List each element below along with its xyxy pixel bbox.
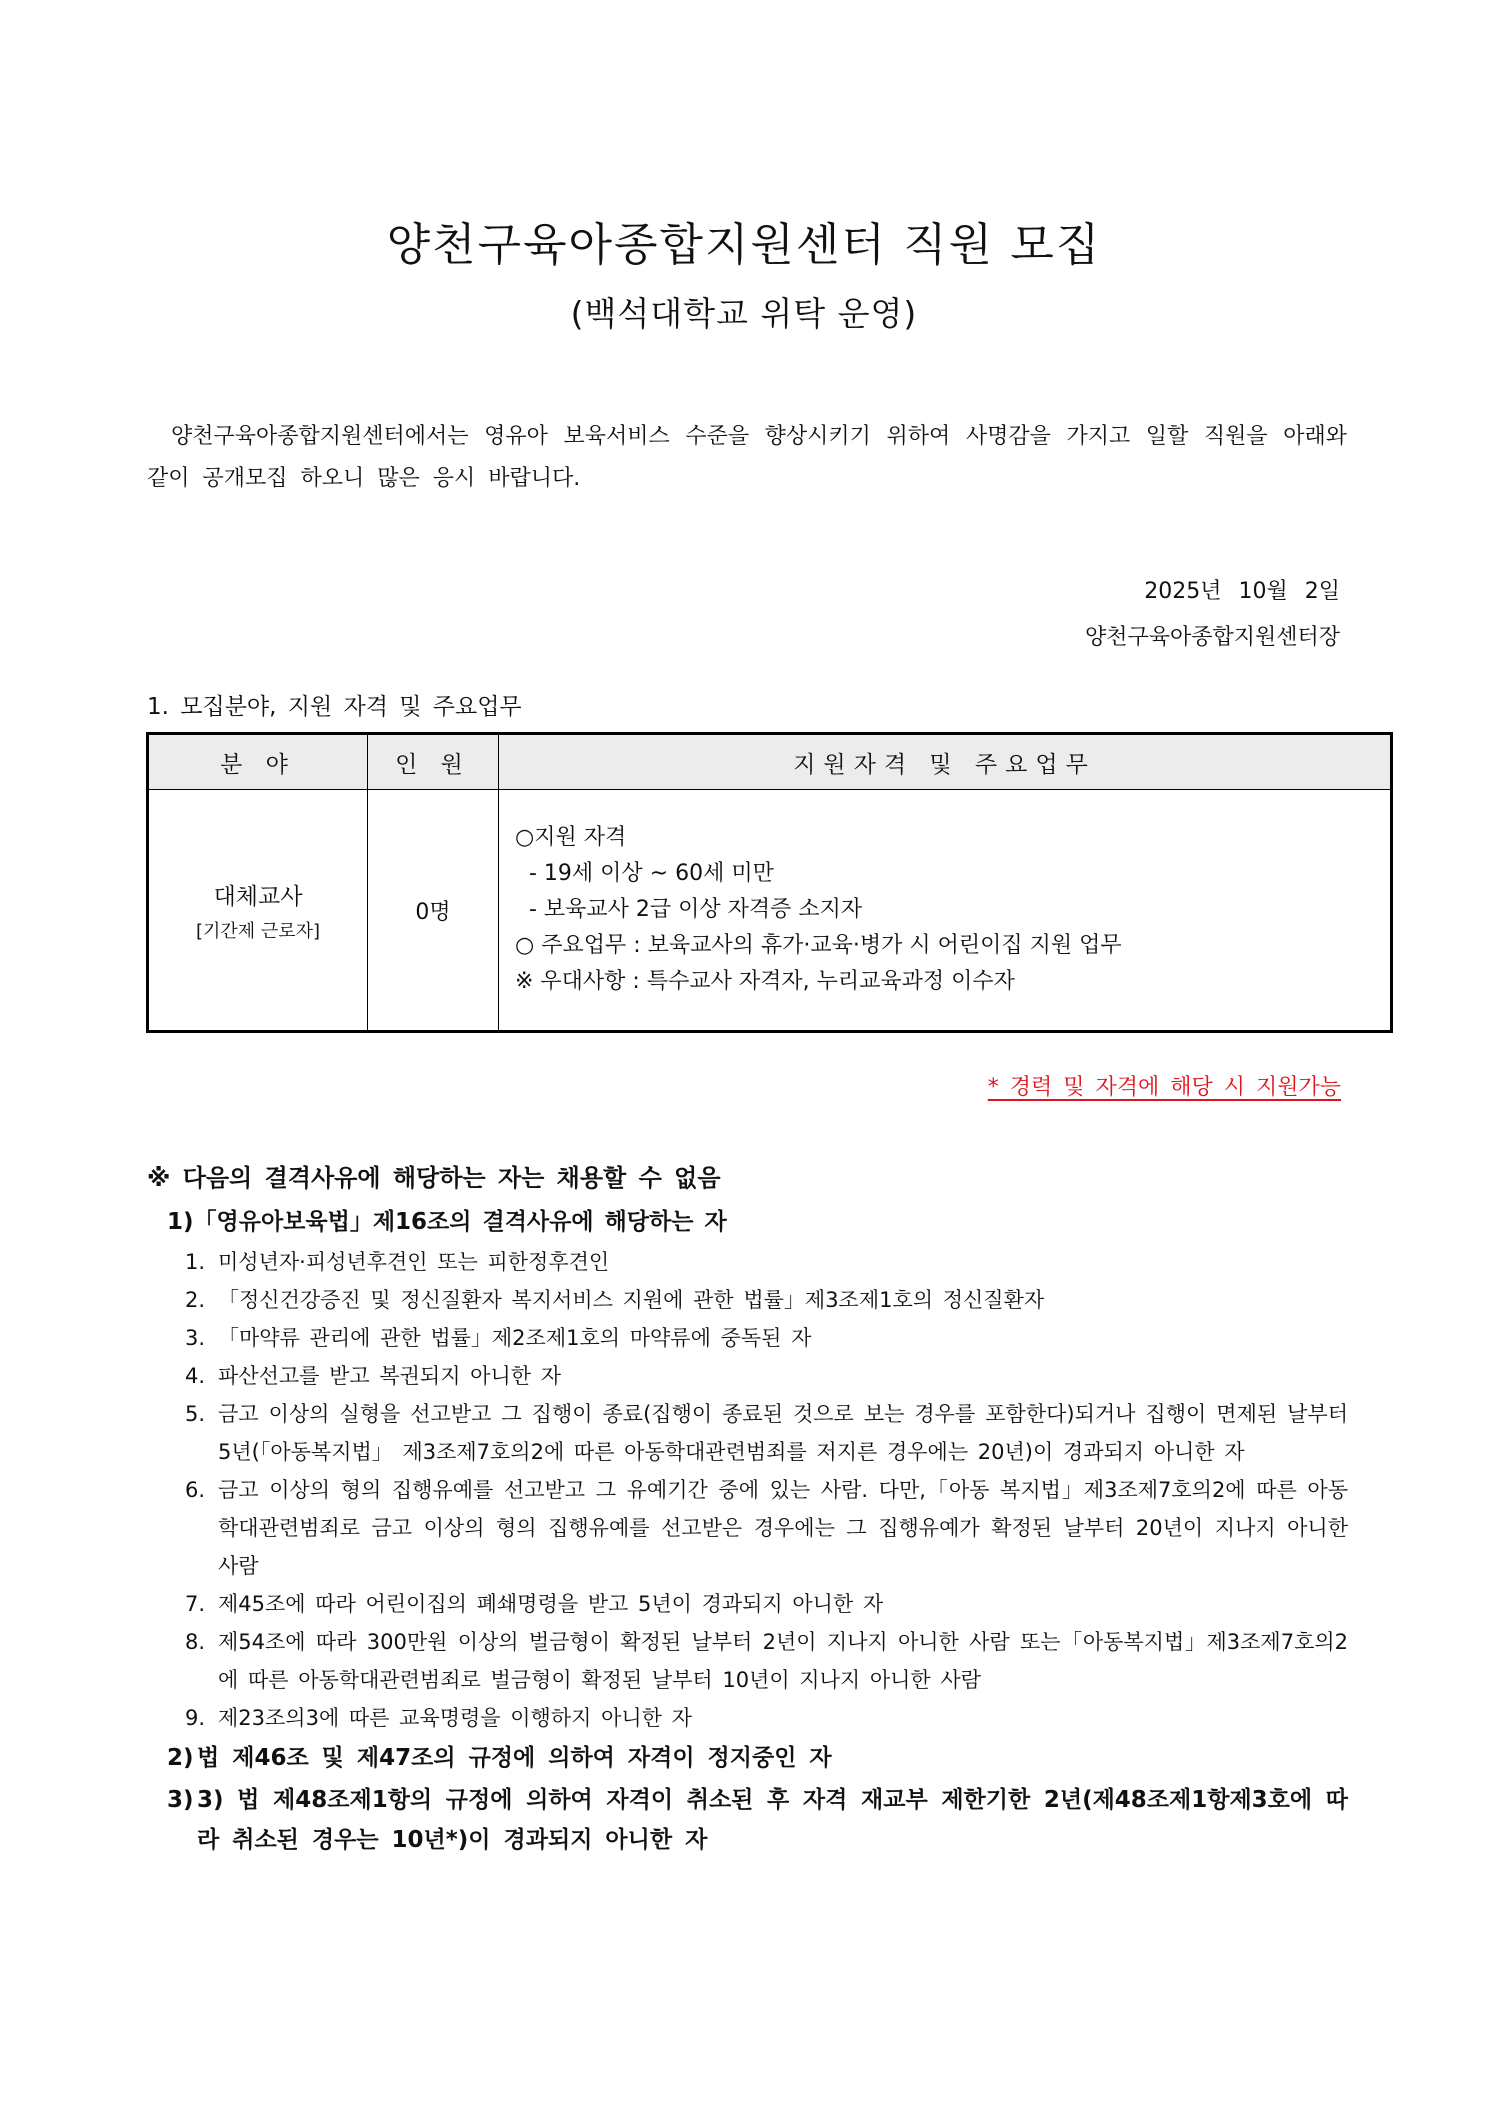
list-item bbox=[185, 1623, 1348, 1699]
qual-line: - 보육교사 2급 이상 자격증 소지자 bbox=[515, 897, 863, 922]
list-number: 1. bbox=[185, 1250, 206, 1274]
list-text: 제54조에 따라 300만원 이상의 벌금형이 확정된 날부터 2년이 지나지 아니한 사람 또는「아동복지법」제3조제7호의2에 따른 아동학대관련범죄로 벌금형이 확정된 날부터 10년이 지나지 아니한 사람 bbox=[218, 1630, 1348, 1692]
page-title: 양천구육아종합지원센터 직원 모집 bbox=[386, 218, 1102, 271]
qual-line: - 19세 이상 ~ 60세 미만 bbox=[515, 861, 774, 886]
list-item bbox=[185, 1281, 1348, 1319]
intro-paragraph: 양천구육아종합지원센터에서는 영유아 보육서비스 수준을 향상시키기 위하여 사명감을 가지고 일할 직원을 아래와 같이 공개모집 하오니 많은 응시 바랍니다. bbox=[147, 424, 1348, 491]
list-item bbox=[185, 1471, 1348, 1585]
item-number: 2) bbox=[167, 1745, 194, 1771]
page-subtitle: (백석대학교 위탁 운영) bbox=[570, 294, 918, 333]
notice-date: 2025년 10월 2일 bbox=[1144, 579, 1340, 604]
field-type: [기간제 근로자] bbox=[195, 921, 321, 942]
list-text: 제23조의3에 따른 교육명령을 이행하지 아니한 자 bbox=[218, 1706, 692, 1730]
exclusion-item-2 bbox=[167, 1738, 1348, 1778]
list-item bbox=[185, 1357, 1348, 1395]
list-text: 금고 이상의 실형을 선고받고 그 집행이 종료(집행이 종료된 것으로 보는 경우를 포함한다)되거나 집행이 면제된 날부터 5년(「아동복지법」 제3조제7호의2에 따른 아동학대관련범죄를 저지른 경우에는 20년)이 경과되지 아니한 자 bbox=[218, 1402, 1348, 1464]
list-item bbox=[185, 1699, 1348, 1737]
list-number: 4. bbox=[185, 1364, 206, 1388]
list-text: 금고 이상의 형의 집행유예를 선고받고 그 유예기간 중에 있는 사람. 다만,「아동 복지법」제3조제7호의2에 따른 아동학대관련범죄로 금고 이상의 형의 집행유예를 선고받은 경우에는 그 집행유예가 확정된 날부터 20년이 지나지 아니한 사람 bbox=[218, 1478, 1348, 1578]
exclusion-subheading: 1)「영유아보육법」제16조의 결격사유에 해당하는 자 bbox=[167, 1209, 727, 1235]
recruitment-table bbox=[146, 732, 1393, 1033]
header-count: 인 원 bbox=[368, 734, 499, 790]
issuer-name: 양천구육아종합지원센터장 bbox=[1084, 625, 1340, 650]
list-number: 7. bbox=[185, 1592, 206, 1616]
exclusion-heading: ※ 다음의 결격사유에 해당하는 자는 채용할 수 없음 bbox=[147, 1164, 721, 1192]
item-number: 3) bbox=[167, 1787, 194, 1813]
list-text: 「정신건강증진 및 정신질환자 복지서비스 지원에 관한 법률」제3조제1호의 정신질환자 bbox=[218, 1288, 1045, 1312]
count-cell: 0명 bbox=[368, 790, 499, 1032]
list-number: 6. bbox=[185, 1478, 206, 1502]
list-item bbox=[185, 1243, 1348, 1281]
table-row bbox=[148, 790, 1392, 1032]
qual-line: ※ 우대사항 : 특수교사 자격자, 누리교육과정 이수자 bbox=[515, 969, 1015, 994]
qual-line: ○ 주요업무 : 보육교사의 휴가·교육·병가 시 어린이집 지원 업무 bbox=[515, 933, 1122, 958]
section-title: 1. 모집분야, 지원 자격 및 주요업무 bbox=[147, 694, 522, 720]
item-text: 법 제46조 및 제47조의 규정에 의하여 자격이 정지중인 자 bbox=[197, 1745, 832, 1771]
exclusion-item-3 bbox=[167, 1780, 1348, 1860]
list-item bbox=[185, 1585, 1348, 1623]
qualifications-cell bbox=[499, 790, 1392, 1032]
list-number: 8. bbox=[185, 1630, 206, 1654]
list-number: 9. bbox=[185, 1706, 206, 1730]
eligibility-note: * 경력 및 자격에 해당 시 지원가능 bbox=[987, 1075, 1341, 1100]
table-header-row bbox=[148, 734, 1392, 790]
list-number: 2. bbox=[185, 1288, 206, 1312]
field-name: 대체교사 bbox=[213, 884, 303, 910]
list-item bbox=[185, 1319, 1348, 1357]
item-text: 3) 법 제48조제1항의 규정에 의하여 자격이 취소된 후 자격 재교부 제한기한 2년(제48조제1항제3호에 따라 취소된 경우는 10년*)이 경과되지 아니한 자 bbox=[197, 1787, 1348, 1853]
list-text: 「마약류 관리에 관한 법률」제2조제1호의 마약류에 중독된 자 bbox=[218, 1326, 812, 1350]
header-field: 분 야 bbox=[148, 734, 368, 790]
field-cell bbox=[148, 790, 368, 1032]
list-text: 미성년자·피성년후견인 또는 피한정후견인 bbox=[218, 1250, 610, 1274]
list-item bbox=[185, 1395, 1348, 1471]
list-text: 파산선고를 받고 복권되지 아니한 자 bbox=[218, 1364, 561, 1388]
list-number: 5. bbox=[185, 1402, 206, 1426]
qual-line: ○지원 자격 bbox=[515, 825, 627, 850]
list-text: 제45조에 따라 어린이집의 폐쇄명령을 받고 5년이 경과되지 아니한 자 bbox=[218, 1592, 884, 1616]
header-qualifications: 지원자격 및 주요업무 bbox=[499, 734, 1392, 790]
list-number: 3. bbox=[185, 1326, 206, 1350]
